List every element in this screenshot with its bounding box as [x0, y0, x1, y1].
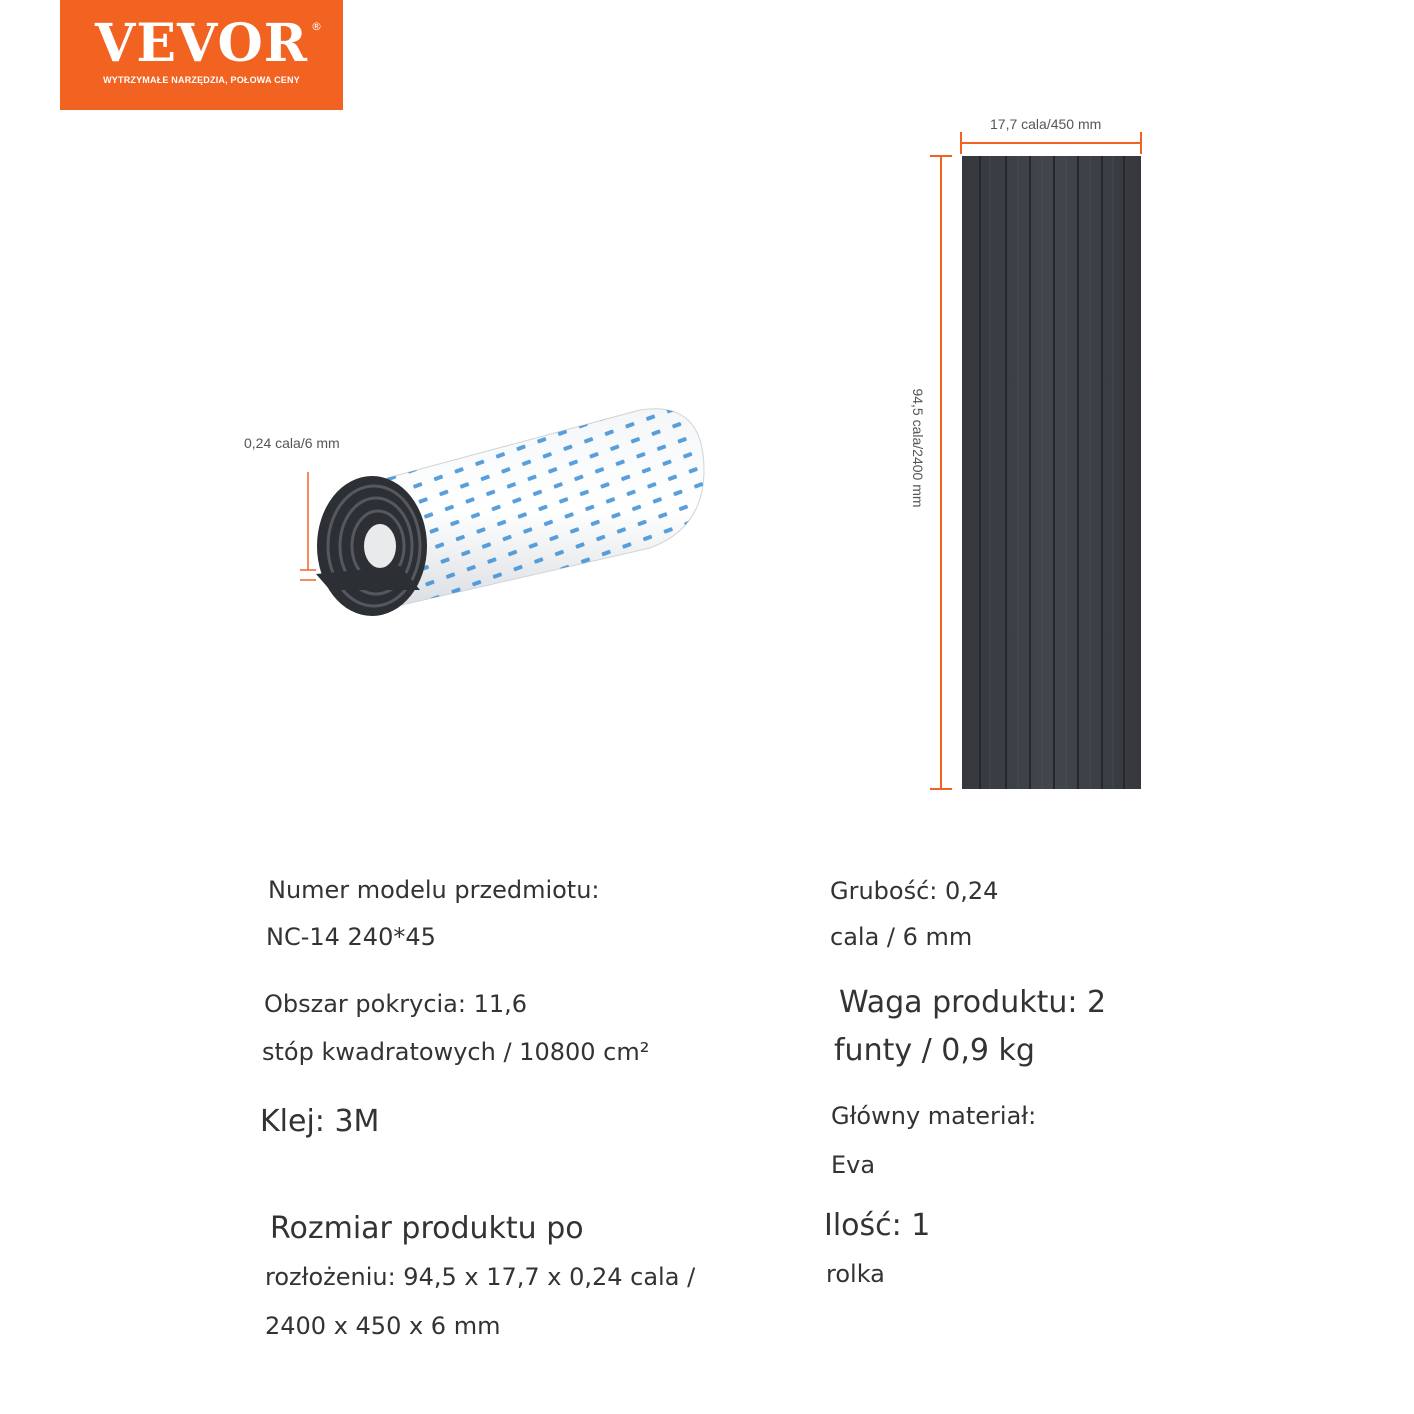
- unrolled-size-label: Rozmiar produktu po: [270, 1211, 584, 1246]
- thickness-marker: [300, 472, 316, 580]
- quantity-value: rolka: [826, 1260, 885, 1288]
- brand-tagline: WYTRZYMAŁE NARZĘDZIA, POŁOWA CENY: [103, 75, 300, 85]
- brand-name: VEVOR: [95, 13, 308, 74]
- width-marker: [961, 132, 1141, 154]
- thickness-spec-value: cala / 6 mm: [830, 923, 973, 951]
- unrolled-size-value-inch: rozłożeniu: 94,5 x 17,7 x 0,24 cala /: [265, 1263, 696, 1291]
- coverage-label: Obszar pokrycia: 11,6: [264, 990, 528, 1018]
- quantity-label: Ilość: 1: [824, 1208, 931, 1243]
- weight-label: Waga produktu: 2: [839, 985, 1107, 1020]
- model-label: Numer modelu przedmiotu:: [268, 876, 600, 904]
- material-label: Główny materiał:: [831, 1102, 1037, 1130]
- material-value: Eva: [831, 1151, 876, 1179]
- model-value: NC-14 240*45: [266, 923, 436, 951]
- coverage-value: stóp kwadratowych / 10800 cm²: [262, 1038, 650, 1066]
- unrolled-size-value-mm: 2400 x 450 x 6 mm: [265, 1312, 501, 1340]
- thickness-label: 0,24 cala/6 mm: [244, 435, 340, 451]
- thickness-spec-label: Grubość: 0,24: [830, 877, 999, 905]
- length-label: 94,5 cala/2400 mm: [910, 388, 926, 508]
- rolled-mat-image: [316, 409, 704, 616]
- flat-mat-image: [962, 156, 1141, 789]
- length-marker: [930, 156, 952, 789]
- adhesive-spec: Klej: 3M: [260, 1104, 380, 1139]
- width-label: 17,7 cala/450 mm: [990, 116, 1102, 132]
- weight-value: funty / 0,9 kg: [834, 1033, 1035, 1068]
- registered-mark: ®: [311, 20, 322, 33]
